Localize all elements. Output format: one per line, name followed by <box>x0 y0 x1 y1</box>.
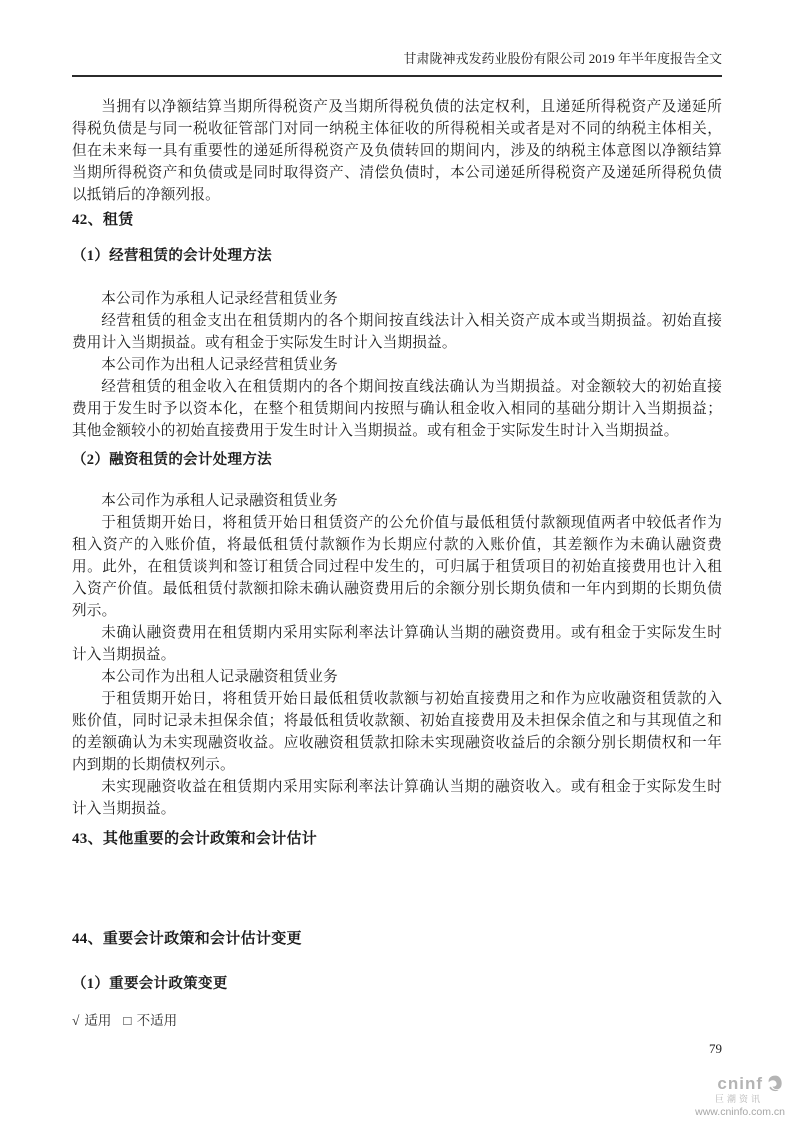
applicable-label: 适用 <box>84 1013 112 1028</box>
applicability-line <box>72 1012 722 1030</box>
cninfo-url: www.cninfo.com.cn <box>695 1105 785 1118</box>
checkbox-unchecked-icon: □ <box>123 1013 132 1028</box>
paragraph-unrealized-finance-income: 未实现融资收益在租赁期内采用实际利率法计算确认当期的融资收入。或有租金于实际发生时计入当期损益。 <box>72 779 722 817</box>
heading-43-other-policies: 43、其他重要的会计政策和会计估计 <box>72 831 318 847</box>
heading-42-1-operating-lease-method: （1）经营租赁的会计处理方法 <box>72 248 272 264</box>
heading-44-1-policy-change: （1）重要会计政策变更 <box>72 976 228 992</box>
paragraph-finance-lease-receivable: 于租赁期开始日，将租赁开始日最低租赁收款额与初始直接费用之和作为应收融资租赁款的入账价值，同时记录未担保余值；将最低租赁收款额、初始直接费用及未担保余值之和与其现值之和的差额确认为未实现融资收益。应收融资租赁款扣除未实现融资收益后的余额分别长期债权和一年内到期的长期债权列示。 <box>72 691 722 773</box>
paragraph-lessor-operating-lease: 本公司作为出租人记录经营租赁业务 <box>101 357 338 373</box>
cninfo-brand-text: cninf <box>717 1073 763 1093</box>
page-header <box>72 50 722 77</box>
paragraph-operating-rent-income: 经营租赁的租金收入在租赁期内的各个期间按直线法确认为当期损益。对金额较大的初始直接费用于发生时予以资本化，在整个租赁期间内按照与确认租金收入相同的基础分期计入当期损益；其他金额较小的初始直接费用于发生时计入当期损益。或有租金于实际发生时计入当期损益。 <box>72 379 722 439</box>
not-applicable-label: 不适用 <box>136 1013 178 1028</box>
paragraph-operating-rent-expense: 经营租赁的租金支出在租赁期内的各个期间按直线法计入相关资产成本或当期损益。初始直接费用计入当期损益。或有租金于实际发生时计入当期损益。 <box>72 313 722 351</box>
page-number: 79 <box>709 1041 722 1056</box>
paragraph-lessor-finance-lease: 本公司作为出租人记录融资租赁业务 <box>101 669 338 685</box>
heading-42-lease: 42、租赁 <box>72 212 134 228</box>
paragraph-income-tax-offset: 当拥有以净额结算当期所得税资产及当期所得税负债的法定权利，且递延所得税资产及递延所得税负债是与同一税收征管部门对同一纳税主体征收的所得税相关或者是对不同的纳税主体相关，但在未来每一具有重要性的递延所得税资产及负债转回的期间内，涉及的纳税主体意图以净额结算当期所得税资产和负债或是同时取得资产、清偿负债时，本公司递延所得税资产及递延所得税负债以抵销后的净额列报。 <box>72 99 722 203</box>
check-mark-icon: √ <box>72 1013 80 1028</box>
report-header-title: 甘肃陇神戎发药业股份有限公司 2019 年半年度报告全文 <box>403 51 722 66</box>
paragraph-lessee-operating-lease: 本公司作为承租人记录经营租赁业务 <box>101 291 338 307</box>
cninfo-swirl-icon <box>765 1074 785 1094</box>
cninfo-logo <box>695 1074 785 1118</box>
heading-44-policy-estimate-changes: 44、重要会计政策和会计估计变更 <box>72 931 302 947</box>
paragraph-lessee-finance-lease: 本公司作为承租人记录融资租赁业务 <box>101 493 338 509</box>
paragraph-unrecognized-finance-charge: 未确认融资费用在租赁期内采用实际利率法计算确认当期的融资费用。或有租金于实际发生时计入当期损益。 <box>72 625 722 663</box>
heading-42-2-finance-lease-method: （2）融资租赁的会计处理方法 <box>72 452 272 468</box>
cninfo-chinese-name: 巨潮资讯 <box>714 1094 763 1104</box>
paragraph-finance-lease-initial-measurement: 于租赁期开始日，将租赁开始日租赁资产的公允价值与最低租赁付款额现值两者中较低者作为租入资产的入账价值，将最低租赁付款额作为长期应付款的入账价值，其差额作为未确认融资费用。此外，在租赁谈判和签订租赁合同过程中发生的，可归属于租赁项目的初始直接费用也计入租入资产价值。最低租赁付款额扣除未确认融资费用后的余额分别长期负债和一年内到期的长期负债列示。 <box>72 515 722 619</box>
